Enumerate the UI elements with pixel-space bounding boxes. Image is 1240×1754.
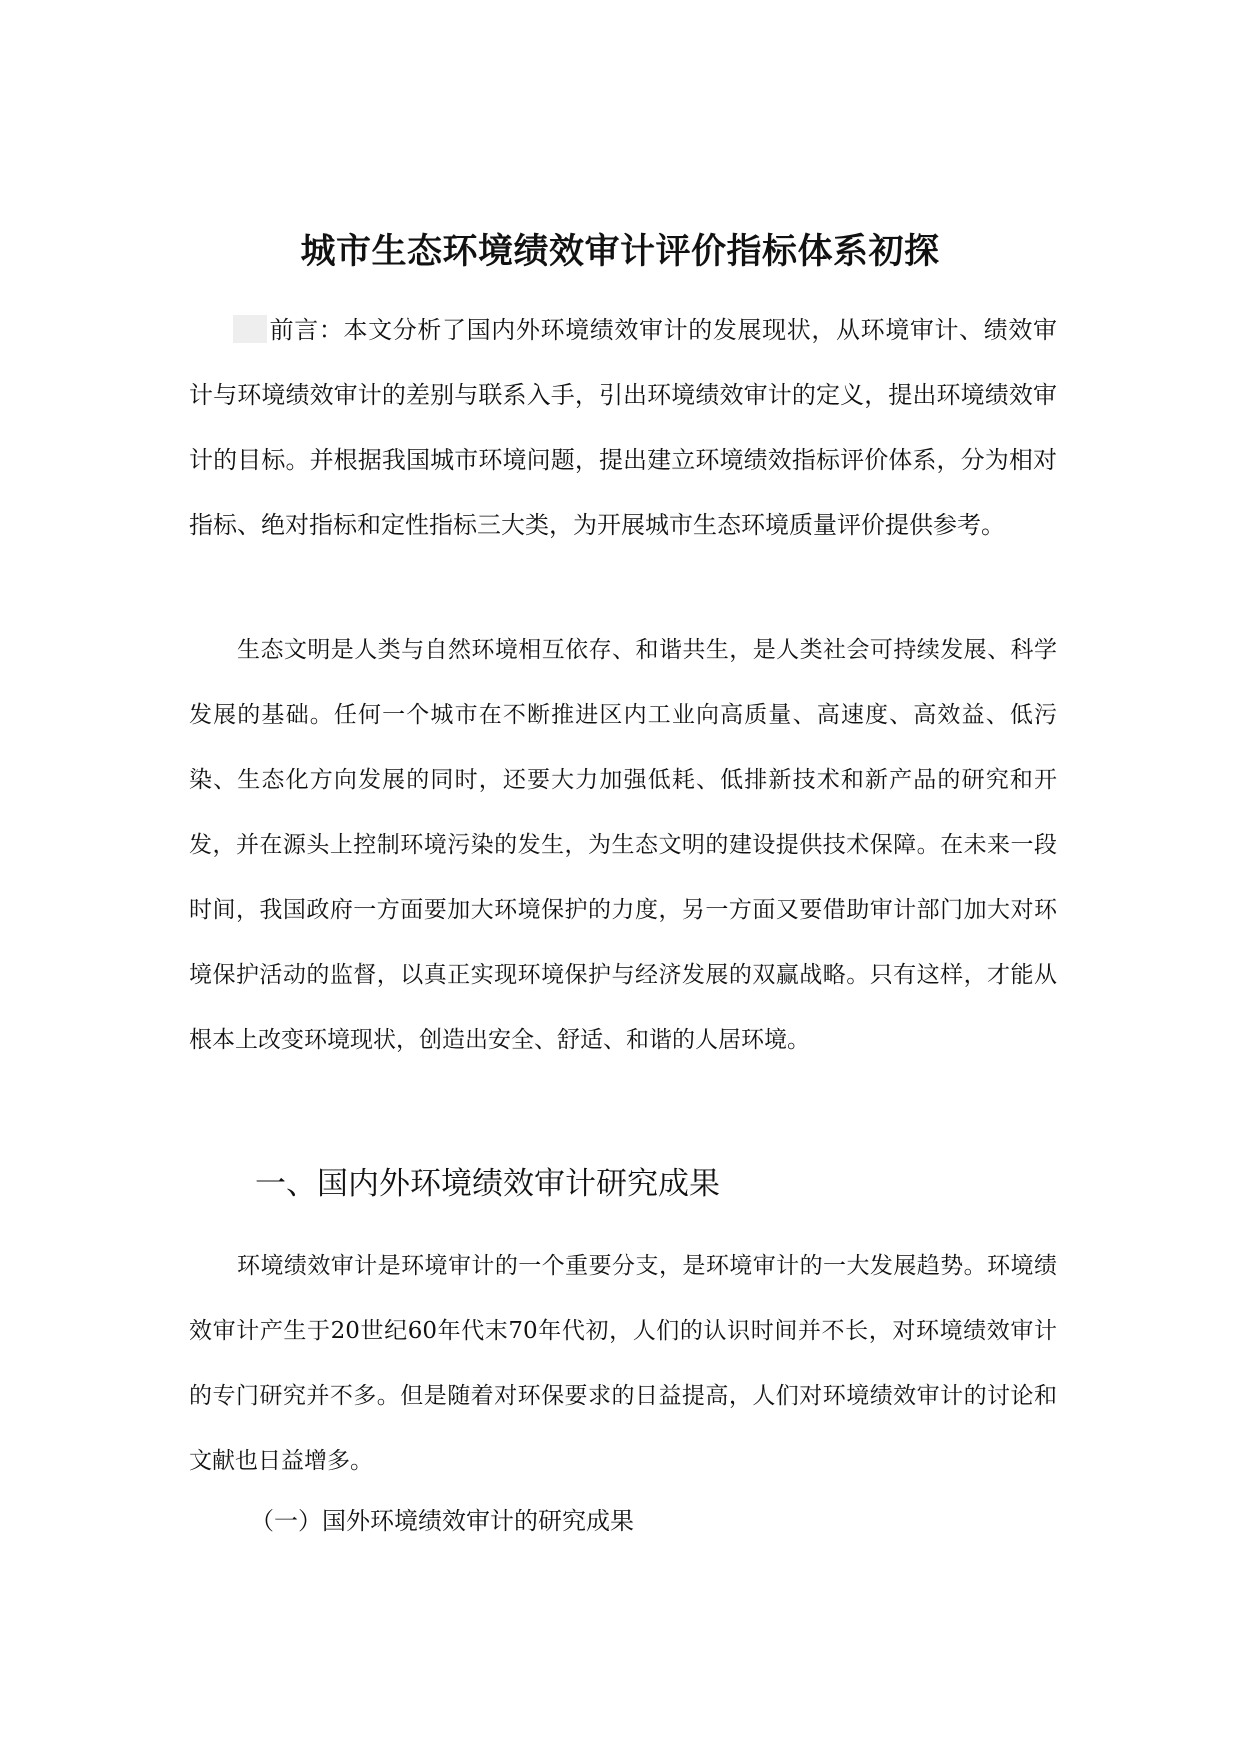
- abstract-paragraph: [189, 298, 1057, 558]
- highlight-mark: [233, 315, 267, 343]
- document-title: 城市生态环境绩效审计评价指标体系初探: [300, 232, 940, 272]
- body-paragraph-2: 环境绩效审计是环境审计的一个重要分支，是环境审计的一大发展趋势。环境绩效审计产生于20世纪60年代末70年代初，人们的认识时间并不长，对环境绩效审计的专门研究并不多。但是随着对环保要求的日益提高，人们对环境绩效审计的讨论和文献也日益增多。: [189, 1253, 1057, 1474]
- body-paragraph-1: 生态文明是人类与自然环境相互依存、和谐共生，是人类社会可持续发展、科学发展的基础。任何一个城市在不断推进区内工业向高质量、高速度、高效益、低污染、生态化方向发展的同时，还要大力加强低耗、低排新技术和新产品的研究和开发，并在源头上控制环境污染的发生，为生态文明的建设提供技术保障。在未来一段时间，我国政府一方面要加大环境保护的力度，另一方面又要借助审计部门加大对环境保护活动的监督，以真正实现环境保护与经济发展的双赢战略。只有这样，才能从根本上改变环境现状，创造出安全、舒适、和谐的人居环境。: [189, 637, 1057, 1053]
- section-heading-1: 一、国内外环境绩效审计研究成果: [255, 1166, 720, 1202]
- subsection-heading-1: （一）国外环境绩效审计的研究成果: [250, 1507, 634, 1535]
- abstract-text: 前言：本文分析了国内外环境绩效审计的发展现状，从环境审计、绩效审计与环境绩效审计的差别与联系入手，引出环境绩效审计的定义，提出环境绩效审计的目标。并根据我国城市环境问题，提出建立环境绩效指标评价体系，分为相对指标、绝对指标和定性指标三大类，为开展城市生态环境质量评价提供参考。: [189, 316, 1057, 539]
